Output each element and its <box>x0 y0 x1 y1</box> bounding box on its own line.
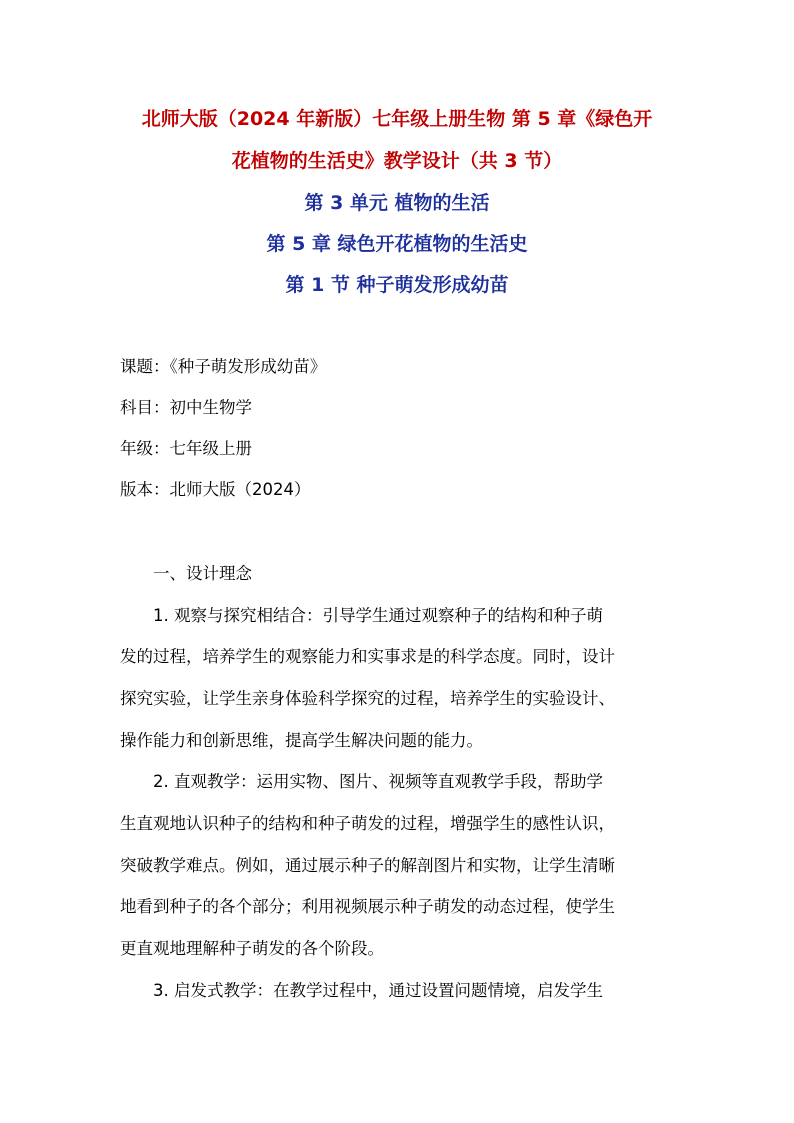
document-title-line-1: 北师大版（2024 年新版）七年级上册生物 第 5 章《绿色开 <box>141 108 653 130</box>
paragraph-line: 地看到种子的各个部分；利用视频展示种子萌发的动态过程，使学生 <box>120 897 615 916</box>
paragraph-line: 3. 启发式教学：在教学过程中，通过设置问题情境，启发学生 <box>153 981 603 1000</box>
meta-grade: 年级：七年级上册 <box>120 439 252 458</box>
paragraph-line: 发的过程，培养学生的观察能力和实事求是的科学态度。同时，设计 <box>120 647 615 666</box>
section-heading: 第 1 节 种子萌发形成幼苗 <box>285 274 509 296</box>
paragraph-line: 突破教学难点。例如，通过展示种子的解剖图片和实物，让学生清晰 <box>120 856 615 875</box>
paragraph-line: 1. 观察与探究相结合：引导学生通过观察种子的结构和种子萌 <box>153 606 603 625</box>
document-title-line-2: 花植物的生活史》教学设计（共 3 节） <box>231 150 563 172</box>
meta-edition: 版本：北师大版（2024） <box>120 480 311 499</box>
paragraph-line: 2. 直观教学：运用实物、图片、视频等直观教学手段，帮助学 <box>153 772 603 791</box>
paragraph-line: 探究实验，让学生亲身体验科学探究的过程，培养学生的实验设计、 <box>120 689 615 708</box>
meta-subject: 科目：初中生物学 <box>120 398 252 417</box>
paragraph-line: 操作能力和创新思维，提高学生解决问题的能力。 <box>120 731 483 750</box>
unit-heading: 第 3 单元 植物的生活 <box>304 192 490 214</box>
meta-topic: 课题：《种子萌发形成幼苗》 <box>120 357 327 376</box>
section-heading-design-concept: 一、设计理念 <box>153 564 252 583</box>
paragraph-line: 更直观地理解种子萌发的各个阶段。 <box>120 939 384 958</box>
chapter-heading: 第 5 章 绿色开花植物的生活史 <box>266 233 528 255</box>
paragraph-line: 生直观地认识种子的结构和种子萌发的过程，增强学生的感性认识， <box>120 814 615 833</box>
